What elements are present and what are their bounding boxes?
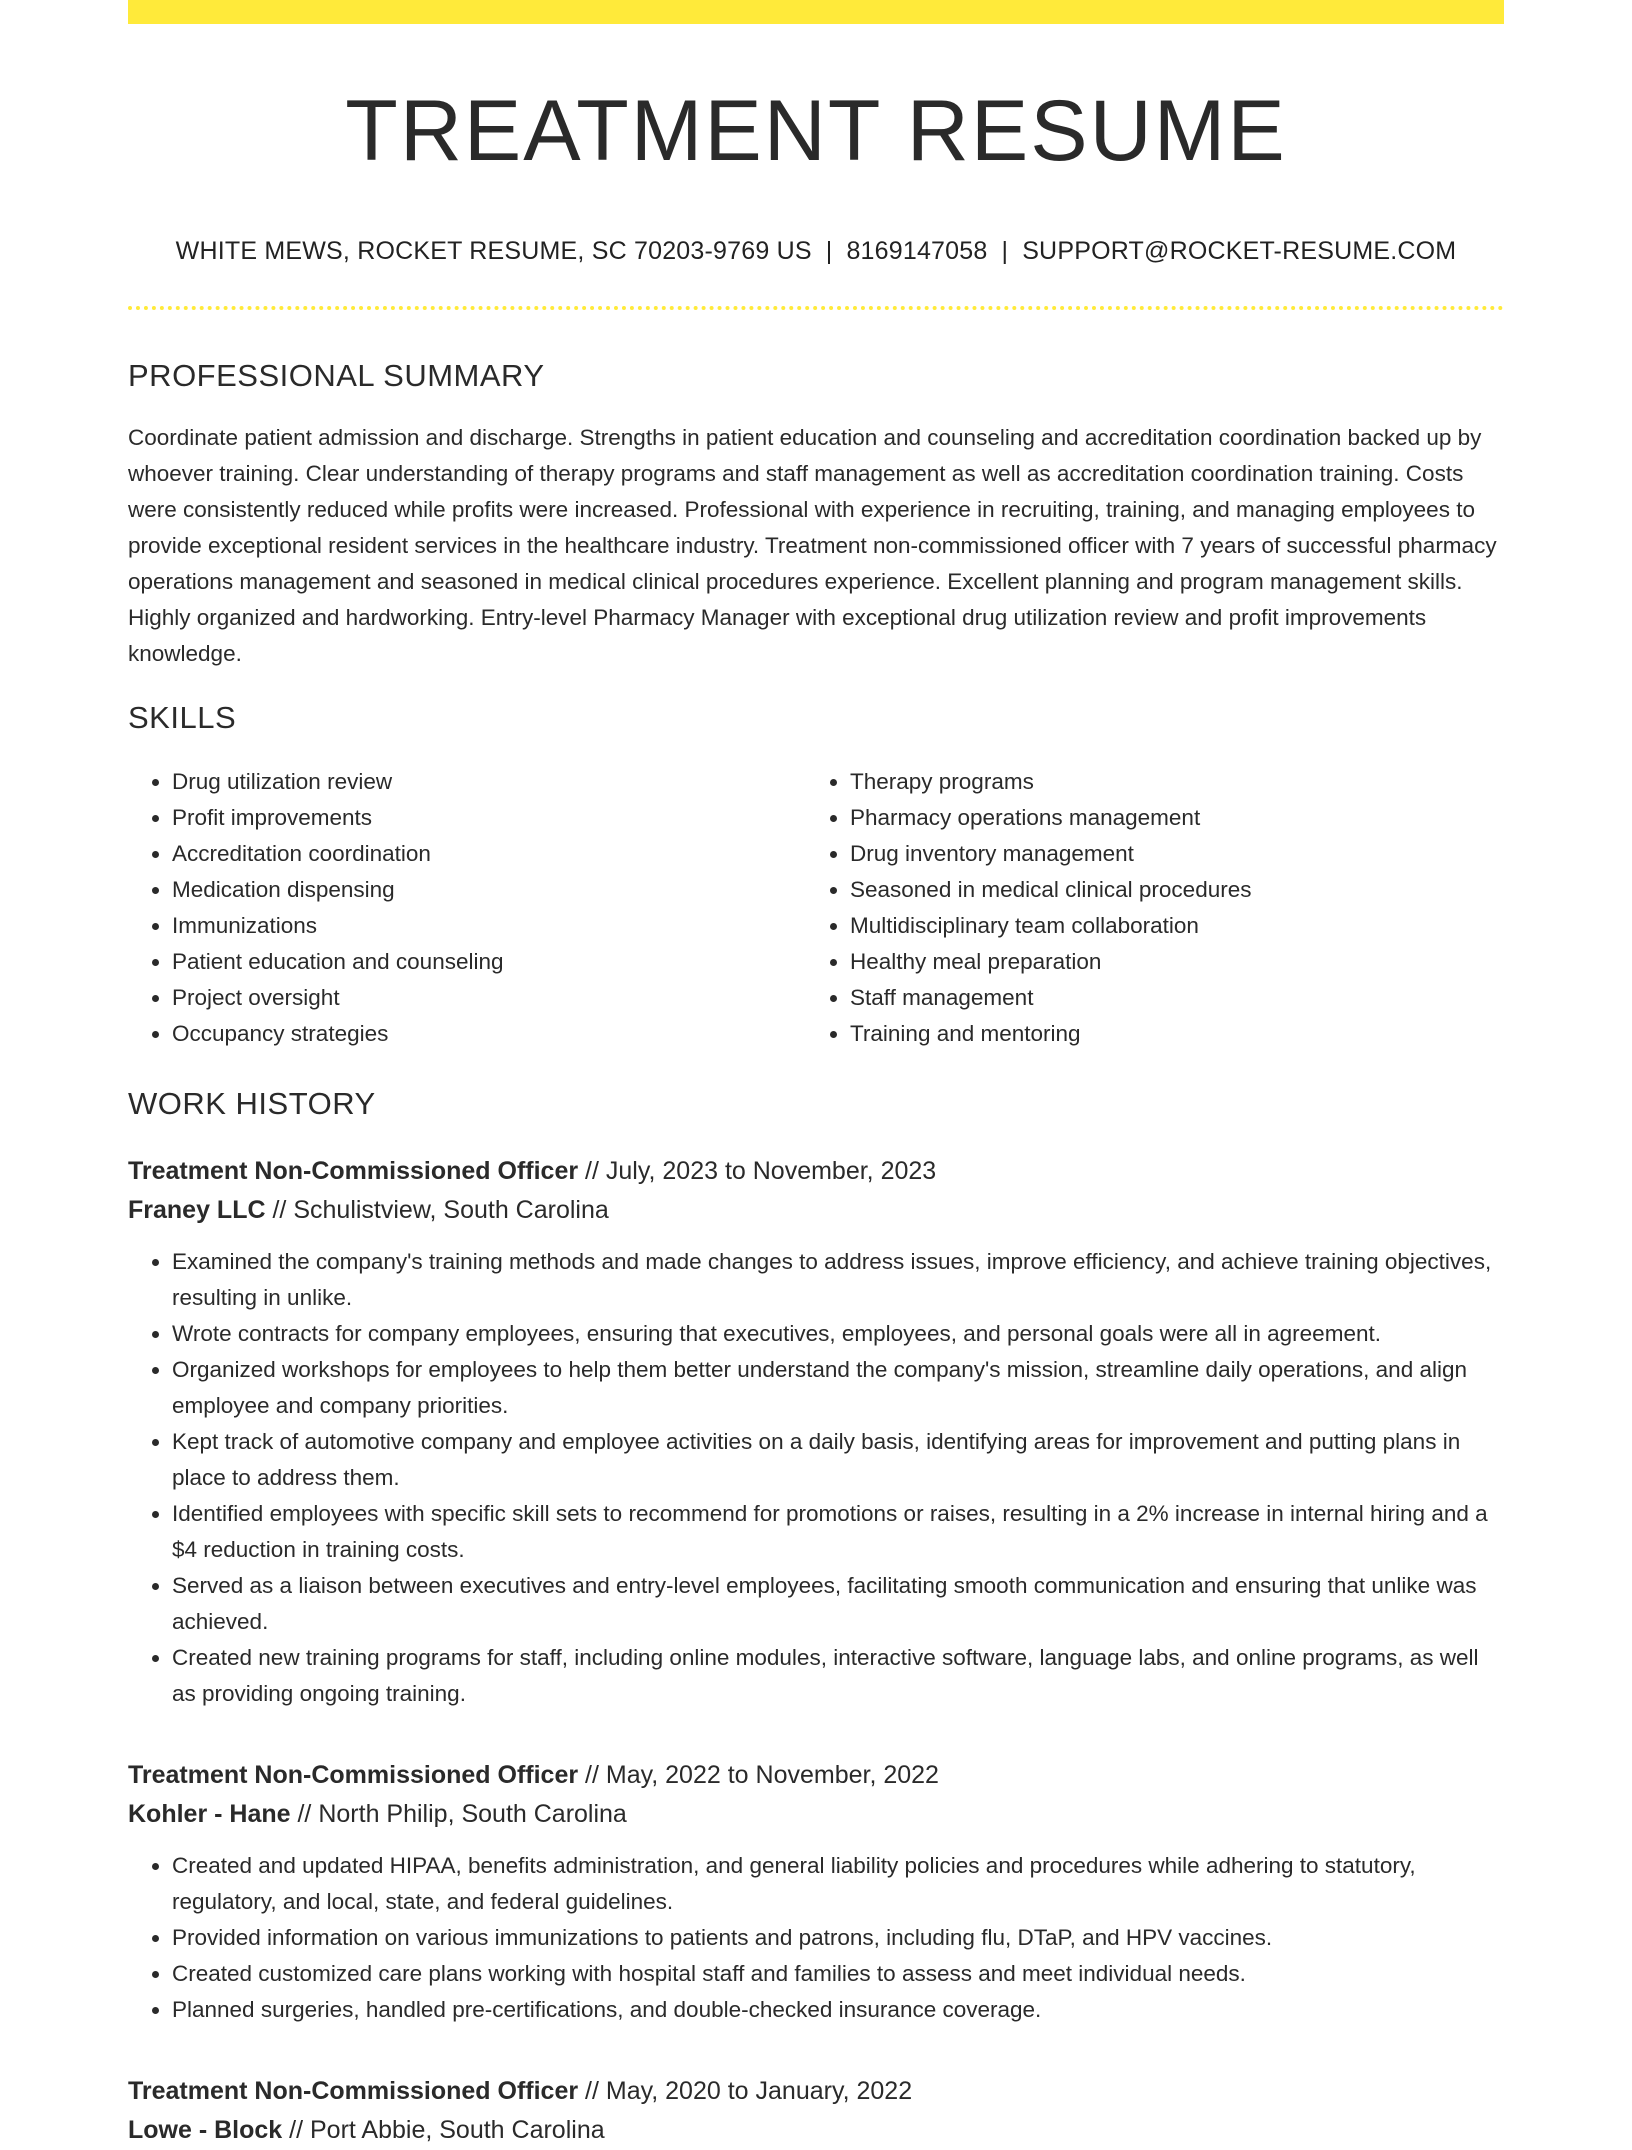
job-dates: July, 2023 to November, 2023 [605, 1156, 937, 1185]
job-dates: May, 2020 to January, 2022 [605, 2076, 913, 2105]
job-bullets [128, 1244, 1504, 1712]
job-bullet: • Created and updated HIPAA, benefits administration, and general liability policies and procedures while adhering to statutory, regulatory, and local, state, and federal guidelines. [172, 1848, 1504, 1920]
summary-heading: PROFESSIONAL SUMMARY [128, 357, 545, 393]
job-bullet: • Provided information on various immunizations to patients and patrons, including flu, DTaP, and HPV vaccines. [172, 1920, 1504, 1956]
skill-item: • Occupancy strategies [172, 1016, 806, 1052]
skill-item: • Pharmacy operations management [850, 800, 1484, 836]
job-bullet: • Identified employees with specific skill sets to recommend for promotions or raises, resulting in a 2% increase in internal hiring and a $4 reduction in training costs. [172, 1496, 1504, 1568]
skill-item: • Training and mentoring [850, 1016, 1484, 1052]
skill-item: • Accreditation coordination [172, 836, 806, 872]
job-separator: // [585, 2076, 599, 2105]
work-history-heading: WORK HISTORY [128, 1085, 376, 1121]
skill-item: • Drug utilization review [172, 764, 806, 800]
job-title: Treatment Non-Commissioned Officer [128, 2076, 579, 2105]
skill-item: • Multidisciplinary team collaboration [850, 908, 1484, 944]
job-bullet: • Planned surgeries, handled pre-certifications, and double-checked insurance coverage. [172, 1992, 1504, 2028]
job-entry [128, 1152, 1504, 1712]
job-bullet: • Kept track of automotive company and employee activities on a daily basis, identifying areas for improvement and putting plans in place to address them. [172, 1424, 1504, 1496]
skills-columns [128, 764, 1504, 1052]
job-company: Franey LLC [128, 1195, 266, 1224]
job-bullet: • Wrote contracts for company employees, ensuring that executives, employees, and personal goals were all in agreement. [172, 1316, 1504, 1352]
job-entry [128, 1756, 1504, 2028]
job-bullet: • Created customized care plans working with hospital staff and families to assess and meet individual needs. [172, 1956, 1504, 1992]
skill-item: • Project oversight [172, 980, 806, 1016]
top-accent-bar [128, 0, 1504, 24]
job-title-line [128, 1756, 1504, 1795]
job-separator: // [272, 1195, 287, 1224]
job-separator: // [585, 1156, 599, 1185]
dotted-divider [128, 306, 1504, 310]
job-location: Schulistview, South Carolina [293, 1195, 609, 1224]
skill-item: • Seasoned in medical clinical procedures [850, 872, 1484, 908]
skill-item: • Healthy meal preparation [850, 944, 1484, 980]
skills-right-list [806, 764, 1484, 1052]
job-separator: // [289, 2115, 304, 2144]
skill-item: • Profit improvements [172, 800, 806, 836]
contact-email: SUPPORT@ROCKET-RESUME.COM [1022, 236, 1457, 265]
skills-heading: SKILLS [128, 699, 237, 735]
job-dates: May, 2022 to November, 2022 [605, 1760, 939, 1789]
skill-item: • Medication dispensing [172, 872, 806, 908]
skill-item: • Immunizations [172, 908, 806, 944]
job-company: Kohler - Hane [128, 1799, 291, 1828]
job-entry [128, 2072, 1504, 2150]
job-company-line [128, 1795, 1504, 1834]
skills-left-list [128, 764, 806, 1052]
summary-text: Coordinate patient admission and discharge. Strengths in patient education and counseling and accreditation coordination backed up by whoever training. Clear understanding of therapy programs and staff management as well as accreditation coordination training. Costs were consistently reduced while profits were increased. Professional with experience in recruiting, training, and managing employees to provide exceptional resident services in the healthcare industry. Treatment non-commissioned officer with 7 years of successful pharmacy operations management and seasoned in medical clinical procedures experience. Excellent planning and program management skills. Highly organized and hardworking. Entry-level Pharmacy Manager with exceptional drug utilization review and profit improvements knowledge. [128, 424, 1497, 666]
resume-name: TREATMENT RESUME [345, 83, 1287, 179]
skill-item: • Therapy programs [850, 764, 1484, 800]
contact-phone: 8169147058 [846, 236, 988, 265]
job-company-line [128, 2111, 1504, 2150]
job-bullet: • Served as a liaison between executives and entry-level employees, facilitating smooth communication and ensuring that unlike was achieved. [172, 1568, 1504, 1640]
skill-item: • Patient education and counseling [172, 944, 806, 980]
job-company-line [128, 1191, 1504, 1230]
contact-address: WHITE MEWS, ROCKET RESUME, SC 70203-9769 US [175, 236, 812, 265]
resume-page [128, 0, 1504, 2150]
job-title-line [128, 1152, 1504, 1191]
job-title: Treatment Non-Commissioned Officer [128, 1156, 579, 1185]
job-location: North Philip, South Carolina [318, 1799, 627, 1828]
job-bullet: • Organized workshops for employees to help them better understand the company's mission, streamline daily operations, and align employee and company priorities. [172, 1352, 1504, 1424]
skill-item: • Staff management [850, 980, 1484, 1016]
contact-separator: | [825, 236, 833, 265]
job-bullets [128, 1848, 1504, 2028]
job-separator: // [297, 1799, 312, 1828]
contact-separator: | [1001, 236, 1009, 265]
job-title: Treatment Non-Commissioned Officer [128, 1760, 579, 1789]
job-location: Port Abbie, South Carolina [310, 2115, 605, 2144]
skill-item: • Drug inventory management [850, 836, 1484, 872]
job-separator: // [585, 1760, 599, 1789]
job-bullet: • Examined the company's training methods and made changes to address issues, improve efficiency, and achieve training objectives, resulting in unlike. [172, 1244, 1504, 1316]
job-bullet: • Created new training programs for staff, including online modules, interactive software, language labs, and online programs, as well as providing ongoing training. [172, 1640, 1504, 1712]
contact-line [128, 237, 1504, 266]
job-company: Lowe - Block [128, 2115, 283, 2144]
job-title-line [128, 2072, 1504, 2111]
